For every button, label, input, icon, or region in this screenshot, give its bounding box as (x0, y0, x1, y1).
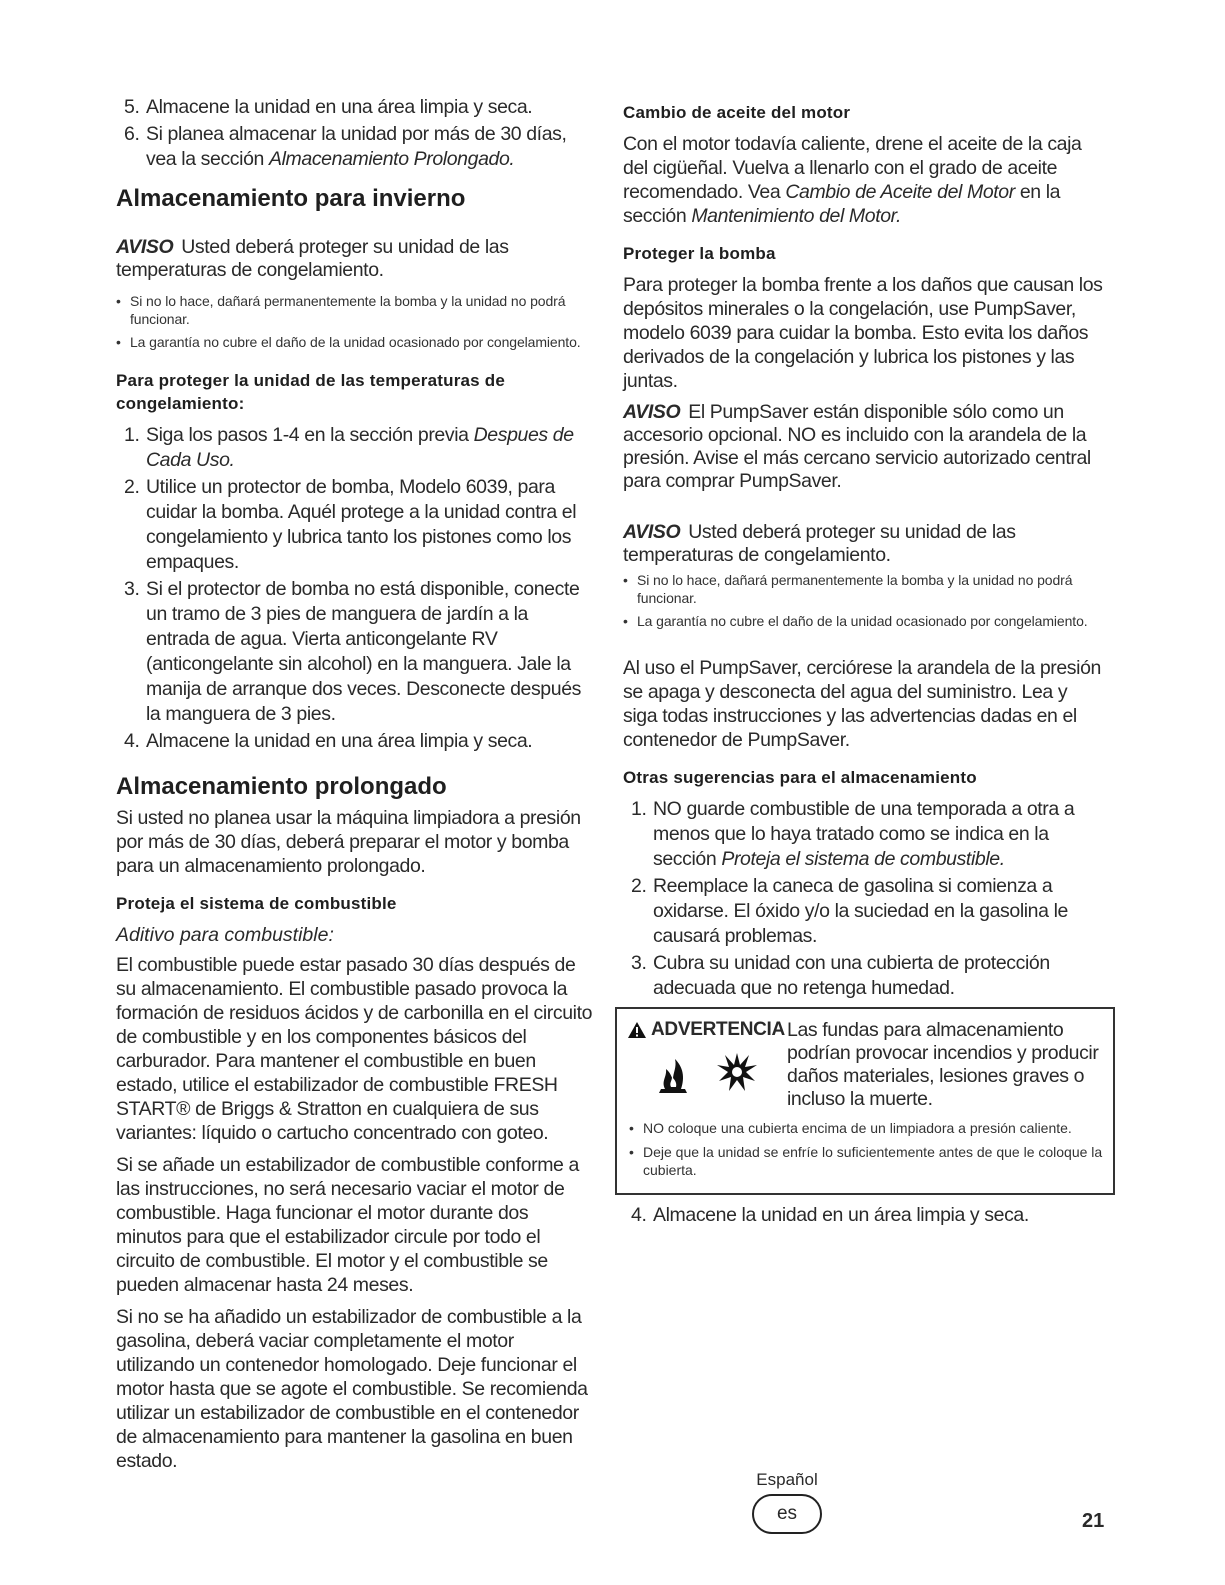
item-text: Utilice un protector de bomba, Modelo 6039, para cuidar la bomba. Aquél protege a la unidad contra el congelamiento y lubrica tanto los pistones como los empaques. (146, 476, 577, 573)
language-badge (752, 1494, 822, 1534)
pumpsaver-usage-text: Al uso el PumpSaver, cerciórese la arandela de la presión se apaga y desconecta del agua del suministro. Lea y siga todas instrucciones y las advertencias dadas en el contenedor de PumpSaver. (623, 657, 1101, 751)
warning-bullets (627, 1119, 1103, 1179)
long-storage-text: Si usted no planea usar la máquina limpiadora a presión por más de 30 días, deberá preparar el motor y bomba para un almacenamiento prolongado. (116, 807, 581, 877)
item-text: Si el protector de bomba no está disponible, conecte un tramo de 3 pies de manguera de jardín a la entrada de agua. Vierta anticongelante RV (anticongelante sin alcohol) en la manguera. Jale la manija de arranque dos veces. Desconecte después la manguera de 3 pies. (146, 578, 581, 725)
bullet-item: • Deje que la unidad se enfríe lo suficientemente antes de que le coloque la cubierta. (627, 1143, 1103, 1179)
item-italic-ref: Almacenamiento Prolongado. (269, 148, 515, 170)
warning-label-row (627, 1019, 787, 1041)
list-item (623, 1203, 1105, 1228)
bullet-item: • La garantía no cubre el daño de la unidad ocasionado por congelamiento. (623, 612, 1105, 630)
list-item (623, 874, 1105, 949)
bullet-item: • La garantía no cubre el daño de la unidad ocasionado por congelamiento. (116, 333, 596, 351)
right-column (623, 95, 1105, 1230)
list-item (116, 423, 596, 473)
notice-label: AVISO (116, 236, 174, 258)
item-text: Almacene la unidad en un área limpia y seca. (653, 1204, 1029, 1226)
warning-text (787, 1019, 1103, 1111)
winter-bullets (116, 292, 596, 351)
warning-text-line: podrían provocar incendios y producir daños materiales, lesiones graves o incluso la muerte. (787, 1042, 1099, 1110)
list-item (116, 475, 596, 575)
list-item (116, 122, 596, 172)
item-text: Almacene la unidad en una área limpia y seca. (146, 96, 533, 118)
fire-hazard-icon (651, 1053, 695, 1097)
item-number: 4. (631, 1204, 647, 1226)
winter-storage-heading: Almacenamiento para invierno (116, 185, 466, 212)
oil-change-text (623, 132, 1105, 228)
warning-box (615, 1007, 1115, 1195)
freezing-notice (623, 521, 1105, 567)
notice-label: AVISO (623, 401, 681, 423)
explosion-hazard-icon (715, 1049, 759, 1093)
oil-text-part: en la sección (623, 181, 1061, 227)
notice-label: AVISO (623, 521, 681, 543)
oil-italic-ref: Mantenimiento del Motor. (691, 205, 902, 227)
warning-icons (627, 1019, 787, 1111)
item-number: 3. (631, 952, 647, 974)
item-number: 3. (124, 578, 140, 600)
warning-text-line: Las fundas para almacenamiento (787, 1019, 1064, 1041)
fuel-additive-subheading: Aditivo para combustible: (116, 924, 334, 946)
item-text: Siga los pasos 1-4 en la sección previa (146, 424, 474, 446)
warning-header (627, 1019, 1103, 1111)
pumpsaver-notice (623, 401, 1105, 493)
item-number: 1. (631, 798, 647, 820)
bullet-item: • Si no lo hace, dañará permanentemente la bomba y la unidad no podrá funcionar. (116, 292, 596, 328)
bullet-item: • Si no lo hace, dañará permanentemente la bomba y la unidad no podrá funcionar. (623, 571, 1105, 607)
final-list (623, 1203, 1105, 1228)
item-italic-ref: Despues de Cada Uso. (146, 424, 574, 471)
list-item (116, 577, 596, 727)
left-column (116, 95, 596, 1481)
winter-notice (116, 236, 596, 282)
other-storage-tips-heading: Otras sugerencias para el almacenamiento (623, 768, 977, 787)
language-label: Español (756, 1470, 818, 1489)
protect-list (116, 423, 596, 754)
protect-pump-text: Para proteger la bomba frente a los daños que causan los depósitos minerales o la congelación, use PumpSaver, modelo 6039 para cuidar la bomba. Esto evita los daños derivados de la congelación y lubrica los pistones y las juntas. (623, 274, 1103, 392)
other-tips-list (623, 797, 1105, 1001)
notice-text: El PumpSaver están disponible sólo como un accesorio opcional. NO es incluido con la arandela de la presión. Avise el más cercano servicio autorizado central para comprar PumpSaver. (623, 401, 1091, 492)
language-code: es (776, 1503, 798, 1524)
intro-list (116, 95, 596, 172)
list-item (116, 95, 596, 120)
notice-text: Usted deberá proteger su unidad de las temperaturas de congelamiento. (623, 521, 1016, 566)
item-number: 2. (631, 875, 647, 897)
item-text: Reemplace la caneca de gasolina si comienza a oxidarse. El óxido y/o la suciedad en la gasolina le causará problemas. (653, 875, 1068, 947)
oil-italic-ref: Cambio de Aceite del Motor (785, 181, 1015, 203)
protect-pump-heading: Proteger la bomba (623, 244, 776, 263)
item-number: 2. (124, 476, 140, 498)
warning-triangle-icon (627, 1021, 647, 1039)
fuel-paragraph-1: El combustible puede estar pasado 30 días después de su almacenamiento. El combustible pasado provoca la formación de residuos ácidos y de carbonilla en el circuito de combustible y en los componentes básicos del carburador. Para mantener el combustible en buen estado, utilice el estabilizador de combustible FRESH START® de Briggs & Stratton en cualquiera de sus variantes: líquido o cartucho concentrado con goteo. (116, 954, 593, 1144)
list-item (623, 951, 1105, 1001)
item-text: Almacene la unidad en una área limpia y seca. (146, 730, 533, 752)
warning-title: ADVERTENCIA (651, 1019, 785, 1040)
item-number: 1. (124, 424, 140, 446)
fuel-paragraph-2: Si se añade un estabilizador de combustible conforme a las instrucciones, no será necesario vaciar el motor de combustible. Haga funcionar el motor durante dos minutos para que el estabilizador circule por todo el circuito de combustible. El motor y el combustible se pueden almacenar hasta 24 meses. (116, 1154, 579, 1296)
item-italic-ref: Proteja el sistema de combustible. (721, 848, 1005, 870)
fuel-paragraph-3: Si no se ha añadido un estabilizador de combustible a la gasolina, deberá vaciar completamente el motor utilizando un contenedor homologado. Deje funcionar el motor hasta que se agote el combustible. Se recomienda utilizar un estabilizador de combustible en el contenedor de almacenamiento para mantener la gasolina en buen estado. (116, 1306, 588, 1472)
freezing-bullets (623, 571, 1105, 630)
list-item (623, 797, 1105, 872)
long-storage-heading: Almacenamiento prolongado (116, 773, 447, 800)
item-number: 5. (124, 96, 140, 118)
bullet-item: • NO coloque una cubierta encima de un limpiadora a presión caliente. (627, 1119, 1103, 1137)
page-number: 21 (1082, 1510, 1105, 1532)
item-text: Si planea almacenar la unidad por más de 30 días, vea la sección (146, 123, 567, 170)
item-text: Cubra su unidad con una cubierta de protección adecuada que no retenga humedad. (653, 952, 1050, 999)
oil-text-part: Con el motor todavía caliente, drene el aceite de la caja del cigüeñal. Vuelva a llenarlo con el grado de aceite recomendado. Vea (623, 133, 1082, 203)
list-item (116, 729, 596, 754)
item-text: NO guarde combustible de una temporada a otra a menos que lo haya tratado como se indica en la sección (653, 798, 1075, 870)
notice-text: Usted deberá proteger su unidad de las temperaturas de congelamiento. (116, 236, 509, 281)
item-number: 6. (124, 123, 140, 145)
fuel-system-heading: Proteja el sistema de combustible (116, 894, 397, 913)
oil-change-heading: Cambio de aceite del motor (623, 103, 851, 122)
protect-freezing-heading: Para proteger la unidad de las temperaturas de congelamiento: (116, 371, 505, 413)
item-number: 4. (124, 730, 140, 752)
